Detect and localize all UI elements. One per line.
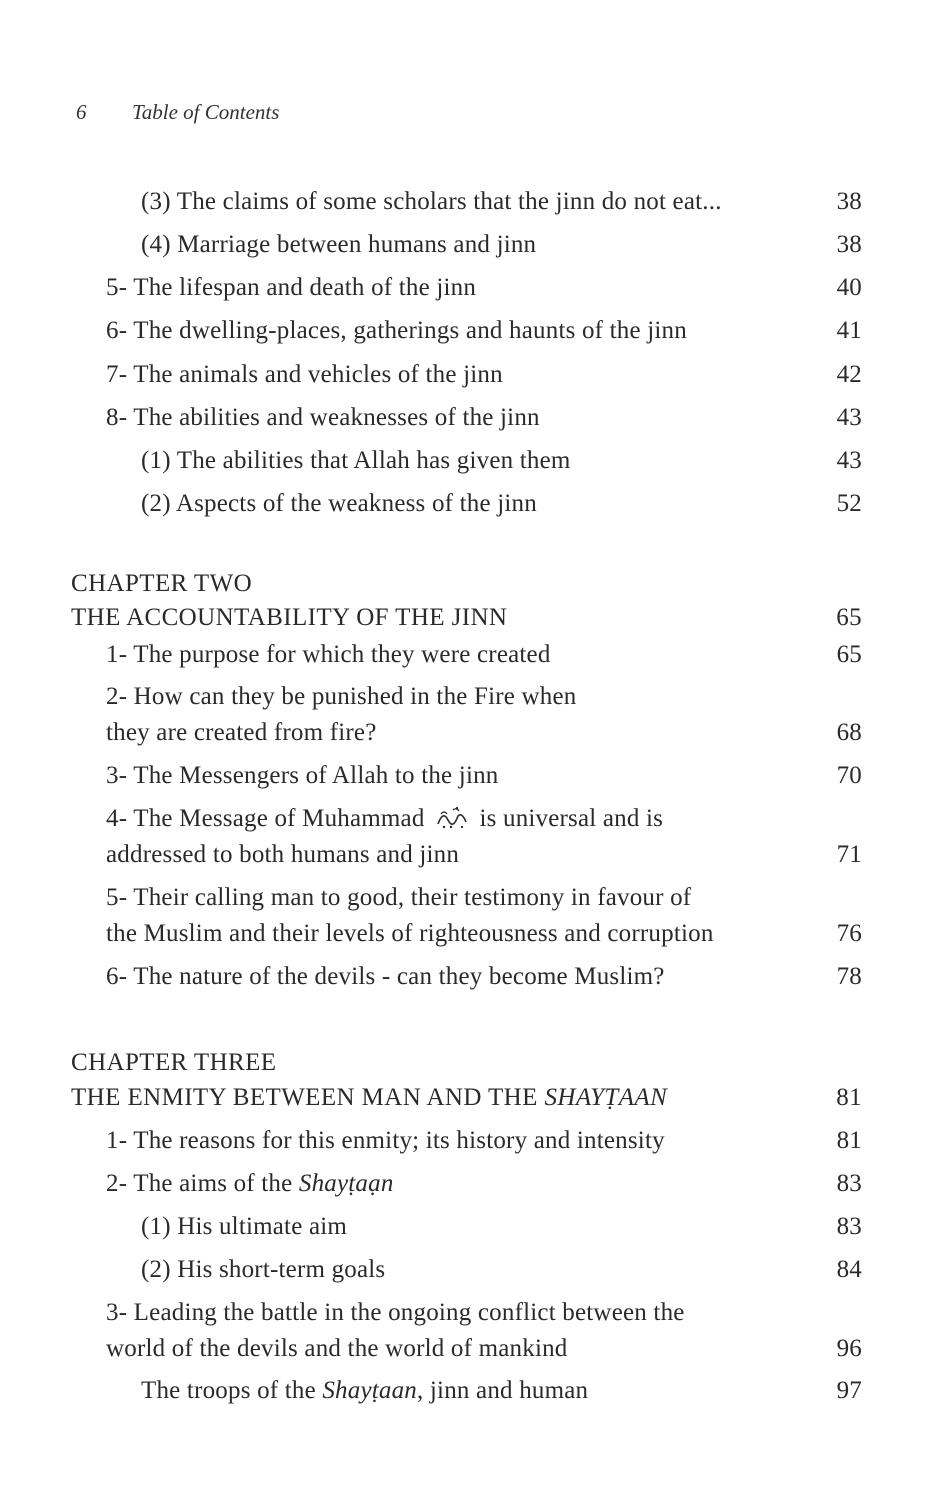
page-number: 6 — [76, 100, 87, 124]
toc-entry-page: 78 — [836, 963, 862, 990]
toc-entry-text-line2: they are created from fire? — [106, 719, 377, 746]
chapter-two-label: CHAPTER TWO — [71, 570, 253, 597]
toc-entry-page: 83 — [836, 1170, 862, 1197]
toc-entry-text: (2) Aspects of the weakness of the jinn — [141, 490, 537, 517]
toc-entry-text: (1) His ultimate aim — [141, 1213, 348, 1240]
toc-entry-text: (4) Marriage between humans and jinn — [141, 231, 537, 258]
toc-entry-text-part: The troops of the — [141, 1377, 316, 1404]
running-head — [76, 100, 279, 125]
toc-entry-text-line1: 5- Their calling man to good, their testimony in favour of — [106, 884, 692, 911]
toc-entry-text-italic: Shayṭaan — [322, 1377, 417, 1404]
toc-entry-text: 7- The animals and vehicles of the jinn — [106, 361, 503, 388]
toc-entry-text-part: 4- The Message of Muhammad — [106, 805, 425, 832]
toc-entry-text-line2: world of the devils and the world of mankind — [106, 1335, 568, 1362]
toc-entry-page: 68 — [836, 719, 862, 746]
toc-entry-page: 96 — [836, 1335, 862, 1362]
chapter-three-label: CHAPTER THREE — [71, 1049, 277, 1076]
toc-entry-page: 71 — [836, 841, 862, 868]
toc-entry-page: 65 — [836, 604, 862, 631]
toc-entry-text: (2) His short-term goals — [141, 1256, 386, 1283]
salawat-calligraphy-icon — [435, 804, 469, 830]
toc-entry-text: 6- The dwelling-places, gatherings and haunts of the jinn — [106, 317, 687, 344]
toc-entry-text-line1: 2- How can they be punished in the Fire when — [106, 683, 577, 710]
toc-entry-page: 43 — [836, 404, 862, 431]
toc-entry-page: 42 — [836, 361, 862, 388]
toc-entry-page: 83 — [836, 1213, 862, 1240]
toc-entry-text: 1- The purpose for which they were created — [106, 641, 551, 668]
toc-entry-text: 3- The Messengers of Allah to the jinn — [106, 762, 499, 789]
toc-entry-text-part: is universal and is — [479, 805, 664, 832]
toc-entry-page: 81 — [836, 1127, 862, 1154]
toc-entry-text-line1: 3- Leading the battle in the ongoing conflict between the — [106, 1299, 685, 1326]
toc-entry-text — [141, 1373, 588, 1409]
chapter-two-title: THE ACCOUNTABILITY OF THE JINN — [71, 604, 508, 631]
toc-entry-page: 70 — [836, 762, 862, 789]
toc-entry-text-line2: the Muslim and their levels of righteousness and corruption — [106, 920, 714, 947]
toc-entry-text: 5- The lifespan and death of the jinn — [106, 274, 477, 301]
toc-entry-text: 1- The reasons for this enmity; its history and intensity — [106, 1127, 665, 1154]
toc-entry-text-italic: Shayṭaạn — [298, 1170, 394, 1197]
chapter-three-title-part: THE ENMITY BETWEEN MAN AND THE — [71, 1084, 538, 1111]
toc-entry-page: 97 — [836, 1377, 862, 1404]
toc-entry-text-line1 — [106, 801, 663, 837]
toc-entry-text: (1) The abilities that Allah has given them — [141, 447, 571, 474]
toc-entry-text: 6- The nature of the devils - can they become Muslim? — [106, 963, 665, 990]
toc-entry-page: 65 — [836, 641, 862, 668]
toc-entry-text-part: 2- The aims of the — [106, 1170, 293, 1197]
toc-entry-page: 38 — [836, 231, 862, 258]
toc-entry-text-part: , jinn and human — [417, 1377, 589, 1404]
toc-entry-text-line2: addressed to both humans and jinn — [106, 841, 460, 868]
toc-entry-page: 84 — [836, 1256, 862, 1283]
toc-entry-page: 40 — [836, 274, 862, 301]
toc-entry-page: 38 — [836, 188, 862, 215]
toc-entry-page: 81 — [836, 1084, 862, 1111]
toc-entry-page: 76 — [836, 920, 862, 947]
toc-entry-page: 41 — [836, 317, 862, 344]
running-title: Table of Contents — [132, 100, 280, 124]
toc-entry-page: 43 — [836, 447, 862, 474]
toc-entry-text — [106, 1166, 394, 1202]
toc-entry-text: 8- The abilities and weaknesses of the jinn — [106, 404, 540, 431]
chapter-three-title-italic: SHAYṬAAN — [544, 1084, 668, 1111]
toc-entry-text: (3) The claims of some scholars that the jinn do not eat... — [141, 188, 722, 215]
toc-entry-page: 52 — [836, 490, 862, 517]
chapter-three-title — [71, 1080, 667, 1116]
